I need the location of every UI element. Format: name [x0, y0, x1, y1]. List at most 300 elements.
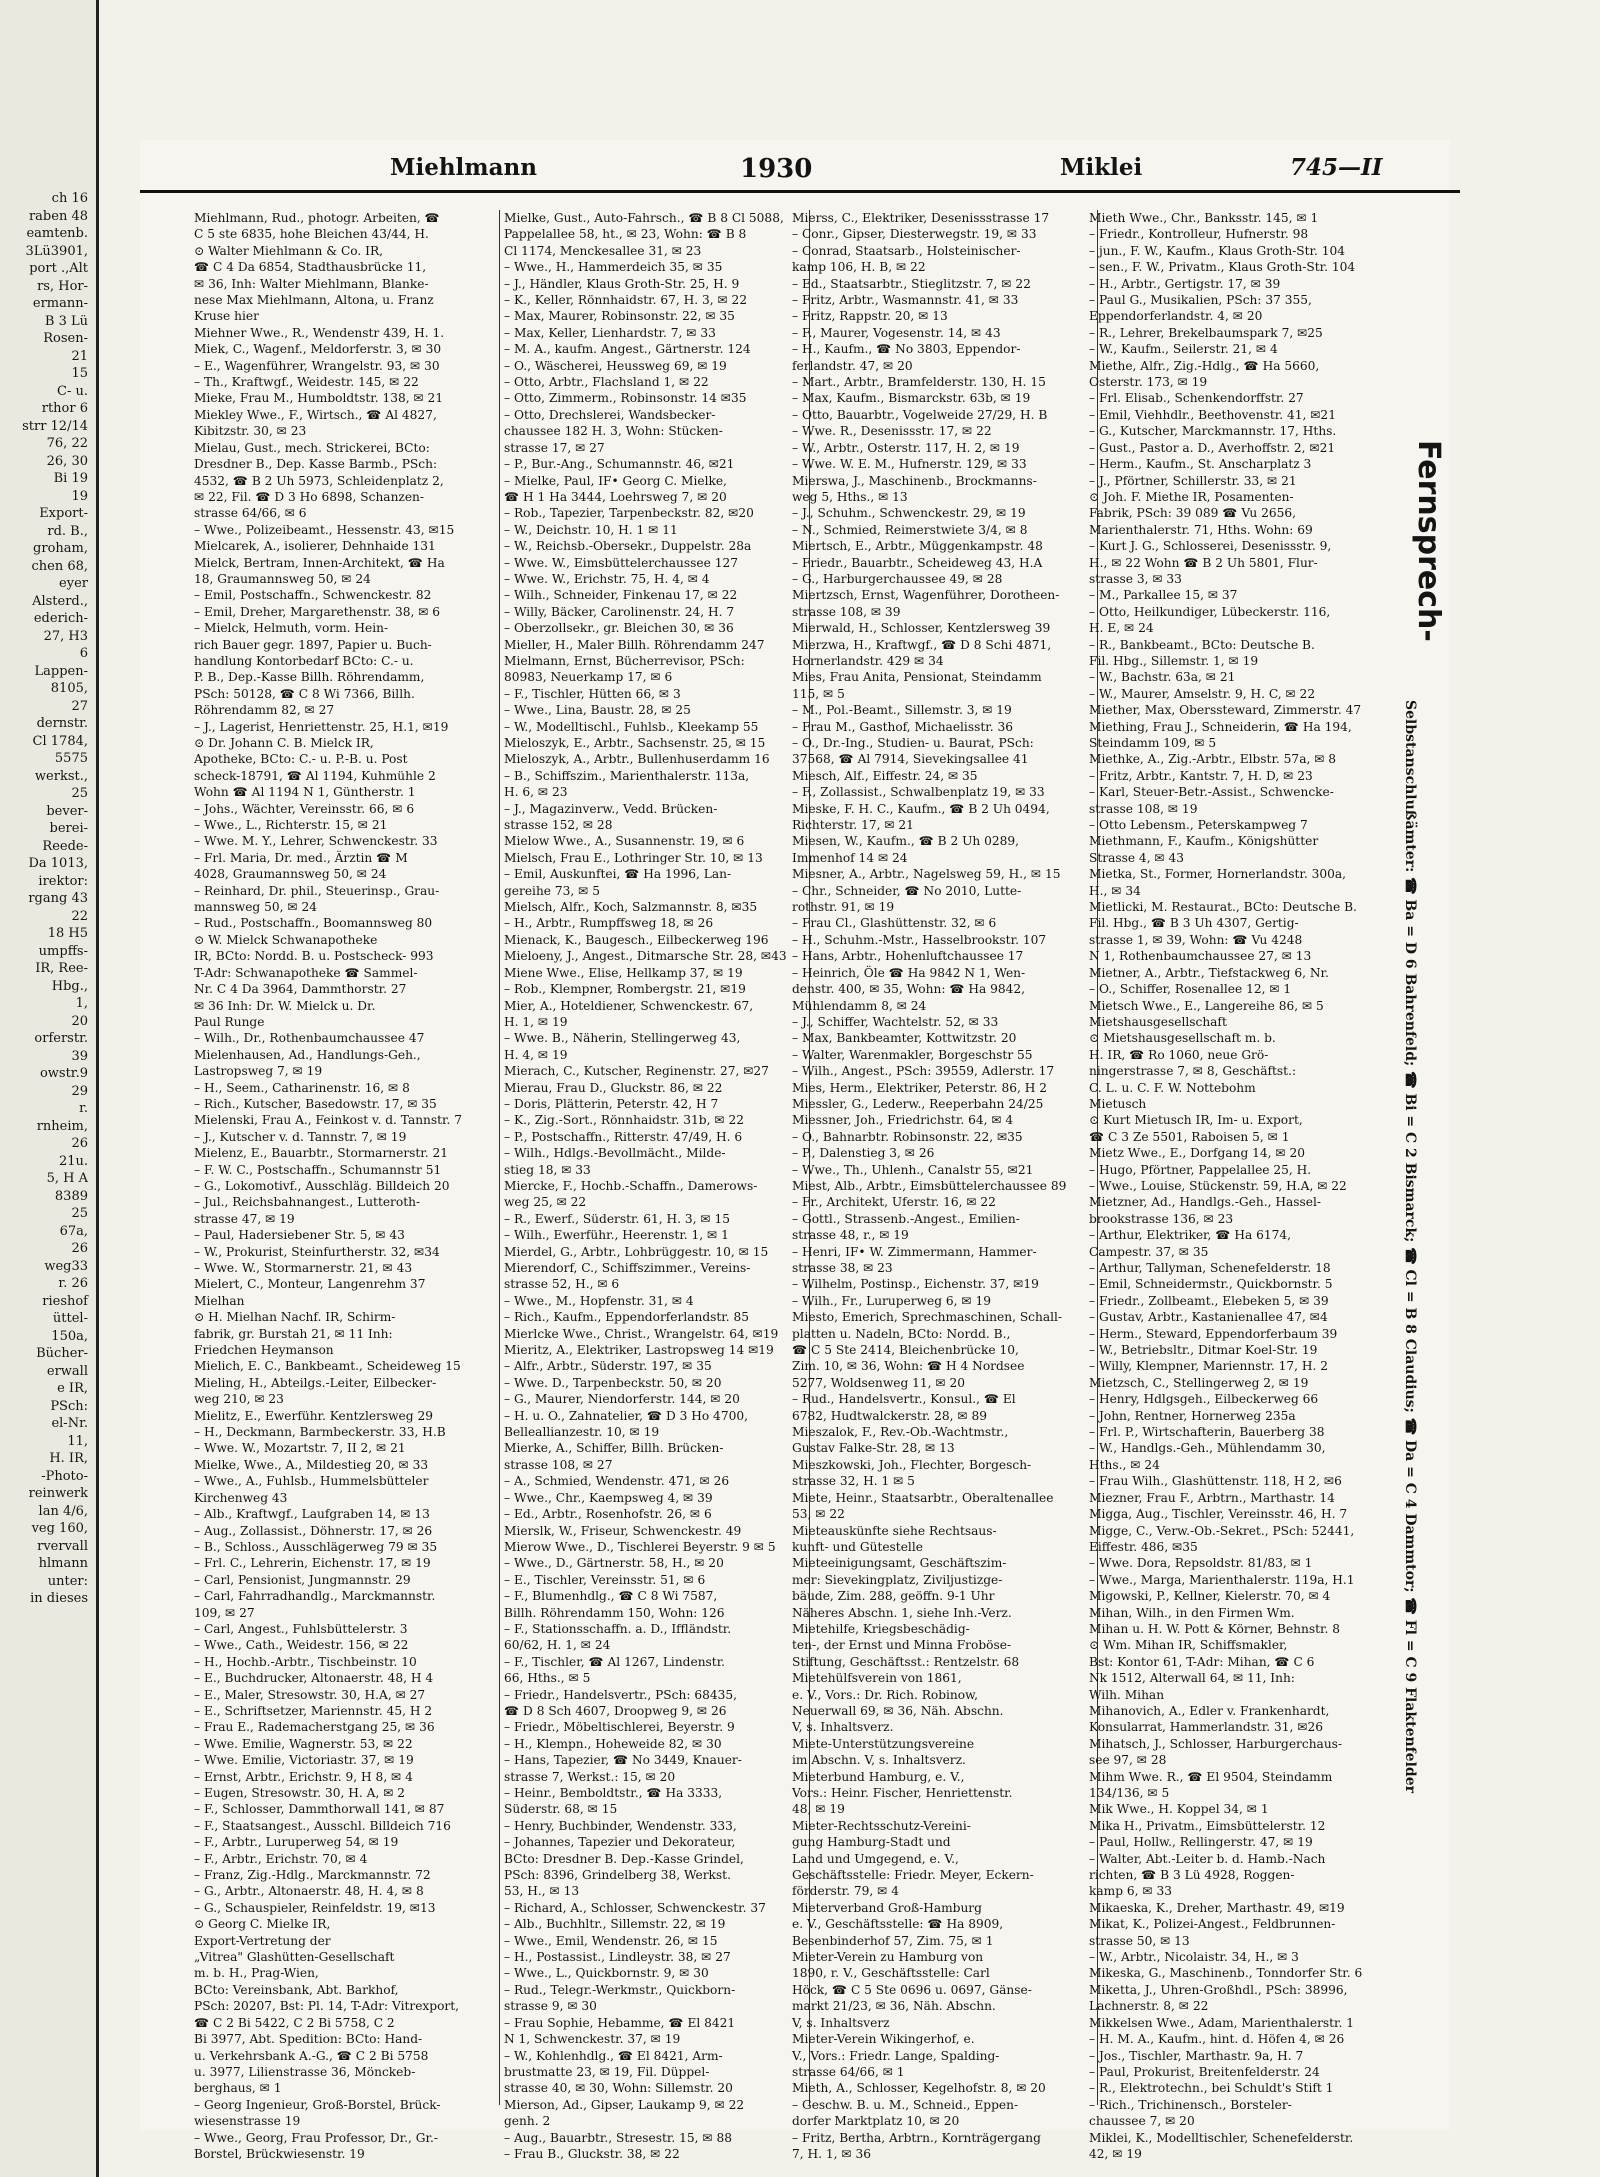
header-right-keyword: Miklei	[1060, 154, 1143, 181]
directory-entry-line: Miesner, A., Arbtr., Nagelsweg 59, H., ✉ 15	[792, 867, 1061, 882]
directory-entry-line: Mieterverband Groß-Hamburg	[792, 1900, 982, 1915]
directory-entry-line: Mietz Wwe., E., Dorfgang 14, ✉ 20	[1089, 1146, 1305, 1161]
directory-entry-line: – Rich., Trichinensch., Borsteler-	[1089, 2097, 1292, 2112]
directory-entry-line: 25	[71, 786, 88, 801]
directory-entry-line: – Wwe. B., Näherin, Stellingerweg 43,	[504, 1031, 741, 1046]
directory-entry-line: – Frl. Maria, Dr. med., Ärztin ☎ M	[194, 850, 408, 865]
directory-entry-line: im Abschn. V, s. Inhaltsverz.	[792, 1753, 966, 1768]
directory-entry-line: „Vitrea" Glashütten-Gesellschaft	[194, 1950, 395, 1965]
directory-entry-line: Borstel, Brückwiesenstr. 19	[194, 2146, 365, 2161]
directory-entry-line: 5277, Woldsenweg 11, ✉ 20	[792, 1375, 965, 1390]
directory-entry-line: – Otto, Arbtr., Flachsland 1, ✉ 22	[504, 375, 709, 390]
directory-entry-line: 48, ✉ 19	[792, 1802, 845, 1817]
directory-entry-line: dernstr.	[36, 716, 88, 731]
directory-entry-line: 8105,	[50, 681, 88, 696]
directory-entry-line: Mierach, C., Kutscher, Reginenstr. 27, ✉27	[504, 1064, 769, 1079]
directory-entry-line: – Walter, Warenmakler, Borgeschstr 55	[792, 1047, 1033, 1062]
directory-entry-line: 15	[71, 366, 88, 381]
page-number: 745—II	[1290, 154, 1383, 181]
directory-entry-line: nese Max Miehlmann, Altona, u. Franz	[194, 293, 434, 308]
directory-entry-line: T-Adr: Schwanapotheke ☎ Sammel-	[194, 965, 418, 980]
directory-entry-line: Migga, Aug., Tischler, Vereinsstr. 46, H. 7	[1089, 1507, 1348, 1522]
directory-entry-line: Miethke, A., Zig.-Arbtr., Elbstr. 57a, ✉ 8	[1089, 752, 1337, 767]
directory-entry-line: e. V., Vors.: Dr. Rich. Robinow,	[792, 1687, 978, 1702]
directory-entry-line: – Wwe., A., Fuhlsb., Hummelsbütteler	[194, 1474, 429, 1489]
directory-entry-line: 5, H A	[46, 1171, 88, 1186]
directory-entry-line: – Frau Wilh., Glashüttenstr. 118, H 2, ✉6	[1089, 1474, 1342, 1489]
directory-entry-line: – Wwe. W., Mozartstr. 7, II 2, ✉ 21	[194, 1441, 406, 1456]
directory-entry-line: ⊙ Walter Miehlmann & Co. IR,	[194, 243, 384, 258]
directory-entry-line: Mik Wwe., H. Koppel 34, ✉ 1	[1089, 1802, 1269, 1817]
directory-entry-line: – Heinr., Bemboldtstr., ☎ Ha 3333,	[504, 1786, 723, 1800]
directory-entry-line: – Georg Ingenieur, Groß-Borstel, Brück-	[194, 2097, 441, 2112]
directory-entry-line: – Heinrich, Öle ☎ Ha 9842 N 1, Wen-	[792, 965, 1026, 980]
directory-entry-line: – Paul G., Musikalien, PSch: 37 355,	[1089, 293, 1312, 308]
directory-entry-line: – Wwe., Marga, Marienthalerstr. 119a, H.1	[1089, 1572, 1355, 1587]
directory-entry-line: Eppendorferlandstr. 4, ✉ 20	[1089, 309, 1263, 324]
directory-entry-line: – Eugen, Stresowstr. 30, H. A, ✉ 2	[194, 1786, 406, 1800]
directory-entry-line: Miek, C., Wagenf., Meldorferstr. 3, ✉ 30	[194, 342, 442, 357]
directory-entry-line: 26	[71, 1136, 88, 1151]
directory-entry-line: – H., Schuhm.-Mstr., Hasselbrookstr. 107	[792, 932, 1047, 947]
directory-entry-line: – Frl. C., Lehrerin, Eichenstr. 17, ✉ 19	[194, 1556, 431, 1571]
directory-entry-line: mer: Sievekingplatz, Ziviljustizge-	[792, 1572, 1003, 1587]
directory-entry-line: Kibitzstr. 30, ✉ 23	[194, 424, 307, 439]
directory-entry-line: IR, BCto: Nordd. B. u. Postscheck- 993	[194, 949, 434, 964]
directory-entry-line: 4532, ☎ B 2 Uh 5973, Schleidenplatz 2,	[194, 473, 444, 488]
directory-entry-line: Mierss, C., Elektriker, Desenissstrasse 17	[792, 211, 1050, 225]
directory-entry-line: – M., Parkallee 15, ✉ 37	[1089, 588, 1238, 603]
directory-entry-line: strasse 47, ✉ 19	[194, 1211, 295, 1226]
directory-entry-line: ermann-	[32, 296, 88, 311]
directory-entry-line: Mieteeinigungsamt, Geschäftszim-	[792, 1556, 1007, 1571]
directory-entry-line: BCto: Vereinsbank, Abt. Barkhof,	[194, 1982, 399, 1997]
directory-entry-line: förderstr. 79, ✉ 4	[792, 1884, 899, 1899]
directory-entry-line: Mietner, A., Arbtr., Tiefstackweg 6, Nr.	[1089, 965, 1329, 980]
directory-entry-line: – sen., F. W., Privatm., Klaus Groth-Str. 104	[1089, 260, 1356, 275]
directory-entry-line: Mielsch, Frau E., Lothringer Str. 10, ✉ 13	[504, 850, 763, 865]
directory-entry-line: weg 25, ✉ 22	[504, 1195, 587, 1210]
directory-entry-line: – Ed., Staatsarbtr., Stieglitzstr. 7, ✉ 22	[792, 276, 1031, 291]
directory-entry-line: – W., Kohlenhdlg., ☎ El 8421, Arm-	[504, 2048, 723, 2063]
directory-entry-line: – Emil, Dreher, Margarethenstr. 38, ✉ 6	[194, 604, 441, 619]
directory-entry-line: Paul Runge	[194, 1014, 265, 1029]
directory-entry-line: Mühlendamm 8, ✉ 24	[792, 998, 927, 1013]
directory-entry-line: Miene Wwe., Elise, Hellkamp 37, ✉ 19	[504, 965, 743, 980]
directory-entry-line: Geschäftsstelle: Friedr. Meyer, Eckern-	[792, 1868, 1034, 1883]
directory-entry-line: Hths., ✉ 24	[1089, 1457, 1160, 1472]
directory-entry-line: ☎ C 4 Da 6854, Stadthausbrücke 11,	[194, 260, 427, 275]
directory-entry-line: 60/62, H. 1, ✉ 24	[504, 1638, 611, 1653]
directory-entry-line: – Willy, Bäcker, Carolinenstr. 24, H. 7	[504, 604, 735, 619]
directory-entry-line: P. B., Dep.-Kasse Billh. Röhrendamm,	[194, 670, 425, 685]
directory-entry-line: orferstr.	[34, 1031, 88, 1046]
directory-entry-line: ✉ 36, Inh: Walter Miehlmann, Blanke-	[194, 276, 429, 291]
directory-entry-line: – Fritz, Arbtr., Wasmannstr. 41, ✉ 33	[792, 293, 1019, 308]
directory-entry-line: -Photo-	[41, 1468, 88, 1484]
directory-entry-line: veg 160,	[31, 1521, 88, 1536]
directory-entry-line: 27, H3	[43, 628, 88, 644]
directory-entry-line: Export-	[39, 506, 88, 521]
directory-entry-line: – H., Kaufm., ☎ No 3803, Eppendor-	[792, 342, 1021, 357]
column-4	[1089, 210, 1399, 2161]
directory-entry-line: – M. A., kaufm. Angest., Gärtnerstr. 124	[504, 342, 751, 357]
directory-entry-line: H. 6, ✉ 23	[504, 785, 568, 800]
directory-entry-line: markt 21/23, ✉ 36, Näh. Abschn.	[792, 1999, 996, 2014]
directory-entry-line: Miketta, J., Uhren-Großhdl., PSch: 38996,	[1089, 1982, 1348, 1997]
directory-entry-line: – B., Schiffszim., Marienthalerstr. 113a,	[504, 768, 750, 783]
directory-entry-line: Lachnerstr. 8, ✉ 22	[1089, 1999, 1209, 2014]
directory-entry-line: Mikeska, G., Maschinenb., Tonndorfer Str. 6	[1089, 1966, 1363, 1981]
directory-entry-line: – Wwe. W., Stormarnerstr. 21, ✉ 43	[194, 1261, 413, 1275]
directory-entry-line: eyer	[59, 576, 88, 591]
directory-entry-line: – O., Bahnarbtr. Robinsonstr. 22, ✉35	[792, 1129, 1023, 1144]
directory-entry-line: Mieteauskünfte siehe Rechtsaus-	[792, 1523, 997, 1538]
directory-entry-line: Miest, Alb., Arbtr., Eimsbüttelerchaussee 89	[792, 1178, 1067, 1193]
directory-entry-line: Migowski, P., Kellner, Kielerstr. 70, ✉ 4	[1089, 1589, 1331, 1604]
directory-entry-line: – Max, Maurer, Robinsonstr. 22, ✉ 35	[504, 309, 735, 324]
directory-entry-line: – W., Maurer, Amselstr. 9, H. C, ✉ 22	[1089, 686, 1316, 701]
directory-entry-line: – Ernst, Arbtr., Erichstr. 9, H 8, ✉ 4	[194, 1769, 413, 1784]
directory-entry-line: Mieloszyk, E., Arbtr., Sachsenstr. 25, ✉ 15	[504, 736, 766, 750]
directory-entry-line: Cl 1174, Menckesallee 31, ✉ 23	[504, 243, 702, 258]
directory-entry-line: Mierke, A., Schiffer, Billh. Brücken-	[504, 1441, 724, 1456]
directory-entry-line: eamtenb.	[26, 226, 88, 241]
directory-entry-line: – Carl, Angest., Fuhlsbüttelerstr. 3	[194, 1621, 408, 1636]
directory-entry-line: Mieszalok, F., Rev.-Ob.-Wachtmstr.,	[792, 1425, 1009, 1440]
directory-entry-line: Miklei, K., Modelltischler, Schenefelderstr.	[1089, 2130, 1354, 2145]
directory-entry-line: Mieritz, A., Elektriker, Lastropsweg 14 ✉19	[504, 1343, 774, 1358]
directory-entry-line: – Emil, Viehhdlr., Beethovenstr. 41, ✉21	[1089, 407, 1336, 422]
directory-entry-line: 76, 22	[46, 436, 88, 451]
directory-entry-line: Röhrendamm 82, ✉ 27	[194, 703, 335, 718]
side-margin-strip	[1398, 370, 1450, 1793]
directory-entry-line: werkst.,	[34, 768, 88, 784]
directory-entry-line: Miertsch, E., Arbtr., Müggenkampstr. 48	[792, 539, 1043, 554]
directory-entry-line: – Mielck, Helmuth, vorm. Hein-	[194, 621, 389, 636]
directory-entry-line: 19	[71, 488, 88, 504]
directory-entry-line: – Doris, Plätterin, Peterstr. 42, H 7	[504, 1096, 719, 1111]
directory-entry-line: Mieter-Verein zu Hamburg von	[792, 1950, 984, 1965]
directory-entry-line: – Franz, Zig.-Hdlg., Marckmannstr. 72	[194, 1868, 431, 1883]
directory-entry-line: Mieterbund Hamburg, e. V.,	[792, 1769, 965, 1784]
directory-entry-line: – Kurt J. G., Schlosserei, Desenissstr. 9,	[1089, 539, 1332, 554]
directory-entry-line: Nr. C 4 Da 3964, Dammthorstr. 27	[194, 982, 407, 997]
directory-entry-line: Mielsch, Alfr., Koch, Salzmannstr. 8, ✉35	[504, 900, 758, 915]
directory-entry-line: Mihm Wwe. R., ☎ El 9504, Steindamm	[1089, 1769, 1333, 1784]
directory-entry-line: strasse 17, ✉ 27	[504, 440, 605, 455]
directory-entry-line: – G., Harburgerchaussee 49, ✉ 28	[792, 571, 1003, 586]
directory-entry-line: strasse 152, ✉ 28	[504, 818, 613, 833]
directory-entry-line: 4028, Graumannsweg 50, ✉ 24	[194, 867, 387, 882]
directory-entry-line: rthor 6	[41, 401, 88, 416]
directory-entry-line: m. b. H., Prag-Wien,	[194, 1966, 319, 1981]
directory-entry-line: Mielmann, Ernst, Bücherrevisor, PSch:	[504, 653, 745, 668]
left-page-text	[0, 190, 96, 1608]
directory-entry-line: Mielitz, E., Ewerführ. Kentzlersweg 29	[194, 1408, 433, 1423]
directory-entry-line: – H., Postassist., Lindleystr. 38, ✉ 27	[504, 1950, 731, 1965]
directory-entry-line: – Rob., Klempner, Rombergstr. 21, ✉19	[504, 982, 746, 997]
directory-entry-line: strasse 64/66, ✉ 1	[792, 2064, 905, 2079]
directory-entry-line: – Mart., Arbtr., Bramfelderstr. 130, H. 15	[792, 375, 1046, 390]
directory-entry-line: Bst: Kontor 61, T-Adr: Mihan, ☎ C 6	[1089, 1654, 1315, 1669]
directory-entry-line: Rosen-	[43, 331, 88, 346]
directory-entry-line: – Wwe. W. E. M., Hufnerstr. 129, ✉ 33	[792, 457, 1027, 472]
directory-entry-line: – Wwe., Cath., Weidestr. 156, ✉ 22	[194, 1638, 409, 1653]
directory-entry-line: – W., Handlgs.-Geh., Mühlendamm 30,	[1089, 1441, 1326, 1456]
directory-entry-line: gung Hamburg-Stadt und	[792, 1835, 951, 1850]
directory-entry-line: PSch: 50128, ☎ C 8 Wi 7366, Billh.	[194, 686, 415, 701]
directory-entry-line: Miehner Wwe., R., Wendenstr 439, H. 1.	[194, 325, 445, 340]
directory-entry-line: – Conrad, Staatsarb., Holsteinischer-	[792, 243, 1021, 258]
directory-entry-line: – F., Schlosser, Dammthorwall 141, ✉ 87	[194, 1802, 445, 1817]
directory-entry-line: Miehlmann, Rud., photogr. Arbeiten, ☎	[194, 211, 440, 225]
directory-entry-line: Friedchen Heymanson	[194, 1343, 334, 1358]
directory-entry-line: Mierslk, W., Friseur, Schwenckestr. 49	[504, 1523, 742, 1538]
directory-entry-line: – Rud., Telegr.-Werkmstr., Quickborn-	[504, 1982, 736, 1997]
directory-entry-line: 21u.	[58, 1153, 88, 1169]
directory-entry-line: – Frl. Elisab., Schenkendorffstr. 27	[1089, 391, 1304, 406]
directory-entry-line: 67a,	[59, 1223, 88, 1239]
directory-entry-line: strasse 7, Werkst.: 15, ✉ 20	[504, 1769, 676, 1784]
directory-entry-line: – Wilh., Hdlgs.-Bevollmächt., Milde-	[504, 1146, 726, 1161]
directory-entry-line: – Rud., Handelsvertr., Konsul., ☎ El	[792, 1392, 1016, 1407]
directory-entry-line: Wohn ☎ Al 1194 N 1, Güntherstr. 1	[194, 785, 416, 800]
directory-entry-line: – O., Dr.-Ing., Studien- u. Baurat, PSch:	[792, 736, 1034, 750]
directory-entry-line: – W., Reichsb.-Obersekr., Duppelstr. 28a	[504, 539, 752, 554]
directory-entry-line: – J., Lagerist, Henriettenstr. 25, H.1, ✉19	[194, 719, 449, 734]
directory-entry-line: Reede-	[42, 838, 88, 854]
directory-entry-line: gereihe 73, ✉ 5	[504, 883, 600, 898]
directory-entry-line: – Willy, Klempner, Mariennstr. 17, H. 2	[1089, 1359, 1329, 1374]
directory-entry-line: Mieth, A., Schlosser, Kegelhofstr. 8, ✉ 20	[792, 2081, 1046, 2096]
directory-entry-line: – Wwe. W., Erichstr. 75, H. 4, ✉ 4	[504, 571, 710, 586]
directory-entry-line: PSch:	[50, 1398, 88, 1414]
directory-entry-line: – F., Arbtr., Luruperweg 54, ✉ 19	[194, 1835, 399, 1850]
column-2	[504, 210, 810, 2161]
directory-entry-line: 26	[71, 1241, 88, 1256]
directory-entry-line: chen 68,	[31, 558, 88, 574]
directory-entry-line: Gustav Falke-Str. 28, ✉ 13	[792, 1441, 955, 1456]
directory-entry-line: weg 5, Hths., ✉ 13	[792, 489, 908, 504]
directory-entry-line: ✉ 36 Inh: Dr. W. Mielck u. Dr.	[194, 998, 376, 1013]
directory-entry-line: Apotheke, BCto: C.- u. P.-B. u. Post	[194, 752, 408, 767]
directory-entry-line: – F., Arbtr., Erichstr. 70, ✉ 4	[194, 1851, 368, 1866]
directory-entry-line: – Paul, Hollw., Rellingerstr. 47, ✉ 19	[1089, 1835, 1313, 1850]
directory-entry-line: – Wwe., Lina, Baustr. 28, ✉ 25	[504, 703, 691, 718]
directory-entry-line: strasse 64/66, ✉ 6	[194, 506, 307, 521]
directory-entry-line: B 3 Lü	[44, 313, 88, 329]
directory-entry-line: – Max, Bankbeamter, Kottwitzstr. 20	[792, 1031, 1017, 1046]
directory-entry-line: Mieter-Verein Wikingerhof, e.	[792, 2032, 975, 2047]
side-exchange-legend: Selbstanschlußämter: ☎ Ba = D 6 Bahrenfeld; ☎ Bi = C 2 Bismarck; ☎ Cl = B 8 Claudius; ☎ Da = C 4 Dammtor; ☎ Fl = C 9 Flaktenfelder	[1402, 700, 1418, 1793]
directory-entry-line: – Gust., Pastor a. D., Averhoffstr. 2, ✉21	[1089, 440, 1336, 455]
directory-entry-line: – Wilh., Angest., PSch: 39559, Adlerstr. 17	[792, 1064, 1055, 1079]
directory-columns	[140, 210, 1450, 2161]
directory-entry-line: Mielke, Wwe., A., Mildestieg 20, ✉ 33	[194, 1457, 429, 1472]
directory-entry-line: ferlandstr. 47, ✉ 20	[792, 358, 913, 373]
directory-entry-line: chaussee 182 H. 3, Wohn: Stücken-	[504, 424, 723, 439]
directory-entry-line: Mieske, F. H. C., Kaufm., ☎ B 2 Uh 0494,	[792, 801, 1050, 816]
directory-entry-line: Mietehülfsverein von 1861,	[792, 1671, 962, 1686]
directory-entry-line: Export-Vertretung der	[194, 1933, 331, 1948]
directory-entry-line: Bi 19	[53, 471, 88, 486]
directory-entry-line: Besenbinderhof 57, Zim. 75, ✉ 1	[792, 1933, 994, 1948]
directory-entry-line: Näheres Abschn. 1, siehe Inh.-Verz.	[792, 1605, 1012, 1620]
directory-entry-line: – Wwe., M., Hopfenstr. 31, ✉ 4	[504, 1293, 694, 1308]
directory-entry-line: ⊙ Dr. Johann C. B. Mielck IR,	[194, 736, 374, 750]
directory-entry-line: – E., Wagenführer, Wrangelstr. 93, ✉ 30	[194, 358, 440, 373]
directory-entry-line: strasse 38, ✉ 23	[792, 1261, 893, 1275]
directory-entry-line: Nk 1512, Alterwall 64, ✉ 11, Inh:	[1089, 1671, 1295, 1686]
directory-entry-line: – Herm., Steward, Eppendorferbaum 39	[1089, 1326, 1338, 1341]
directory-entry-line: lan 4/6,	[38, 1503, 88, 1519]
directory-entry-line: – Wwe., Polizeibeamt., Hessenstr. 43, ✉15	[194, 522, 455, 537]
directory-entry-line: – E., Tischler, Vereinsstr. 51, ✉ 6	[504, 1572, 706, 1587]
directory-entry-line: – J., Schiffer, Wachtelstr. 52, ✉ 33	[792, 1014, 999, 1029]
directory-entry-line: – W., Deichstr. 10, H. 1 ✉ 11	[504, 522, 678, 537]
directory-entry-line: – B., Schloss., Ausschlägerweg 79 ✉ 35	[194, 1539, 438, 1554]
directory-entry-line: rich Bauer gegr. 1897, Papier u. Buch-	[194, 637, 432, 652]
directory-entry-line: – Wilh., Fr., Luruperweg 6, ✉ 19	[792, 1293, 991, 1308]
directory-entry-line: Mieke, Frau M., Humboldtstr. 138, ✉ 21	[194, 391, 444, 406]
directory-entry-line: – W., Kaufm., Seilerstr. 21, ✉ 4	[1089, 342, 1278, 357]
directory-entry-line: V, s. Inhaltsverz.	[792, 1720, 894, 1735]
directory-entry-line: strasse 40, ✉ 30, Wohn: Sillemstr. 20	[504, 2081, 733, 2096]
directory-entry-line: ch 16	[51, 191, 88, 206]
directory-entry-line: Mielert, C., Monteur, Langenrehm 37	[194, 1277, 426, 1292]
directory-entry-line: bever-	[46, 803, 88, 819]
directory-entry-line: Neuerwall 69, ✉ 36, Näh. Abschn.	[792, 1703, 1004, 1718]
directory-entry-line: Mielow Wwe., A., Susannenstr. 19, ✉ 6	[504, 834, 745, 849]
directory-entry-line: Mielhan	[194, 1293, 245, 1308]
directory-entry-line: – Rud., Postschaffn., Boomannsweg 80	[194, 916, 433, 931]
directory-entry-line: strasse 52, H., ✉ 6	[504, 1277, 620, 1292]
directory-entry-line: u. 3977, Lilienstrasse 36, Mönckeb-	[194, 2064, 416, 2079]
directory-entry-line: – Aug., Zollassist., Döhnerstr. 17, ✉ 26	[194, 1523, 433, 1538]
directory-entry-line: Land und Umgegend, e. V.,	[792, 1851, 959, 1866]
directory-entry-line: Mihatsch, J., Schlosser, Harburgerchaus-	[1089, 1736, 1343, 1751]
directory-entry-line: H. 4, ✉ 19	[504, 1047, 568, 1062]
directory-entry-line: – Geschw. B. u. M., Schneid., Eppen-	[792, 2097, 1019, 2112]
directory-entry-line: Stiftung, Geschäftsst.: Rentzelstr. 68	[792, 1654, 1020, 1669]
directory-entry-line: – Ed., Arbtr., Rosenhofstr. 26, ✉ 6	[504, 1507, 712, 1522]
directory-entry-line: Miethe, Alfr., Zig.-Hdlg., ☎ Ha 5660,	[1089, 358, 1320, 373]
directory-entry-line: – P., Bur.-Ang., Schumannstr. 46, ✉21	[504, 457, 735, 472]
directory-entry-line: Cl 1784,	[32, 733, 88, 749]
directory-entry-line: 53, H., ✉ 13	[504, 1884, 580, 1899]
directory-entry-line: H. 1, ✉ 19	[504, 1014, 568, 1029]
directory-entry-line: Süderstr. 68, ✉ 15	[504, 1802, 618, 1817]
directory-entry-line: unter:	[47, 1573, 88, 1589]
directory-entry-line: – J., Pförtner, Schillerstr. 33, ✉ 21	[1089, 473, 1297, 488]
directory-entry-line: – Paul, Prokurist, Breitenfelderstr. 24	[1089, 2064, 1320, 2079]
directory-entry-line: 115, ✉ 5	[792, 686, 845, 701]
directory-entry-line: Mierlcke Wwe., Christ., Wrangelstr. 64, ✉19	[504, 1326, 779, 1341]
directory-entry-line: – Walter, Abt.-Leiter b. d. Hamb.-Nach	[1089, 1851, 1326, 1866]
directory-entry-line: – K., Zig.-Sort., Rönnhaidstr. 31b, ✉ 22	[504, 1113, 744, 1128]
directory-entry-line: – Karl, Steuer-Betr.-Assist., Schwencke-	[1089, 785, 1334, 800]
directory-entry-line: ⊙ Mietshausgesellschaft m. b.	[1089, 1031, 1276, 1046]
directory-entry-line: Mierswa, J., Maschinenb., Brockmanns-	[792, 473, 1037, 488]
directory-entry-line: port .,Alt	[29, 261, 88, 276]
directory-entry-line: – W., Arbtr., Nicolaistr. 34, H., ✉ 3	[1089, 1950, 1299, 1965]
directory-entry-line: – J., Kutscher v. d. Tannstr. 7, ✉ 19	[194, 1129, 407, 1144]
directory-entry-line: – Emil, Schneidermstr., Quickbornstr. 5	[1089, 1277, 1333, 1292]
directory-entry-line: Mierson, Ad., Gipser, Laukamp 9, ✉ 22	[504, 2097, 745, 2112]
directory-entry-line: Mielenhausen, Ad., Handlungs-Geh.,	[194, 1047, 421, 1062]
directory-entry-line: – Wilh., Dr., Rothenbaumchaussee 47	[194, 1031, 425, 1046]
directory-entry-line: Miethmann, F., Kaufm., Königshütter	[1089, 834, 1319, 849]
directory-entry-line: – P., Dalenstieg 3, ✉ 26	[792, 1146, 935, 1161]
directory-entry-line: – F., Tischler, ☎ Al 1267, Lindenstr.	[504, 1654, 726, 1669]
directory-entry-line: Mies, Frau Anita, Pensionat, Steindamm	[792, 670, 1042, 685]
directory-entry-line: Fil. Hbg., Sillemstr. 1, ✉ 19	[1089, 653, 1259, 668]
directory-entry-line: – F., Blumenhdlg., ☎ C 8 Wi 7587,	[504, 1589, 718, 1604]
directory-entry-line: see 97, ✉ 28	[1089, 1753, 1167, 1768]
directory-entry-line: – Paul, Hadersiebener Str. 5, ✉ 43	[194, 1228, 405, 1243]
directory-entry-line: – M., Pol.-Beamt., Sillemstr. 3, ✉ 19	[792, 703, 1012, 718]
directory-entry-line: – Frau B., Gluckstr. 38, ✉ 22	[504, 2146, 680, 2161]
directory-entry-line: Eiffestr. 486, ✉35	[1089, 1539, 1198, 1554]
directory-entry-line: rnheim,	[36, 1118, 88, 1134]
directory-entry-line: Mielck, Bertram, Innen-Architekt, ☎ Ha	[194, 555, 445, 570]
directory-entry-line: – Frl. P., Wirtschafterin, Bauerberg 38	[1089, 1425, 1325, 1440]
directory-entry-line: in dieses	[30, 1591, 88, 1606]
directory-entry-line: Migge, C., Verw.-Ob.-Sekret., PSch: 52441,	[1089, 1523, 1355, 1538]
directory-entry-line: – Alfr., Arbtr., Süderstr. 197, ✉ 35	[504, 1359, 712, 1374]
directory-entry-line: – Friedr., Handelsvertr., PSch: 68435,	[504, 1687, 737, 1702]
directory-entry-line: – Hans, Arbtr., Hohenluftchaussee 17	[792, 949, 1024, 964]
directory-entry-line: – Otto Lebensm., Peterskampweg 7	[1089, 818, 1308, 833]
directory-entry-line: – E., Maler, Stresowstr. 30, H.A, ✉ 27	[194, 1687, 426, 1702]
directory-entry-line: – Wwe. Dora, Repsoldstr. 81/83, ✉ 1	[1089, 1556, 1313, 1571]
directory-entry-line: – Arthur, Tallyman, Schenefelderstr. 18	[1089, 1261, 1331, 1275]
directory-entry-line: N 1, Rothenbaumchaussee 27, ✉ 13	[1089, 949, 1312, 964]
directory-entry-line: strasse 108, ✉ 19	[1089, 801, 1198, 816]
directory-entry-line: – R., Lehrer, Brekelbaumspark 7, ✉25	[1089, 325, 1323, 340]
directory-entry-line: erwall	[46, 1363, 88, 1379]
directory-entry-line: – G., Arbtr., Altonaerstr. 48, H. 4, ✉ 8	[194, 1884, 424, 1899]
directory-entry-line: N 1, Schwenckestr. 37, ✉ 19	[504, 2032, 681, 2047]
directory-entry-line: denstr. 400, ✉ 35, Wohn: ☎ Ha 9842,	[792, 982, 1026, 997]
directory-entry-line: Mika H., Privatm., Eimsbüttelerstr. 12	[1089, 1818, 1326, 1833]
directory-entry-line: – Jul., Reichsbahnangest., Lutteroth-	[194, 1195, 421, 1210]
directory-entry-line: – Oberzollsekr., gr. Bleichen 30, ✉ 36	[504, 621, 734, 636]
directory-entry-line: – Otto, Bauarbtr., Vogelweide 27/29, H. B	[792, 407, 1048, 422]
directory-entry-line: – Wwe., Emil, Wendenstr. 26, ✉ 15	[504, 1933, 718, 1948]
header-year: 1930	[740, 154, 813, 184]
directory-entry-line: r.	[79, 1101, 88, 1116]
directory-entry-line: 53, ✉ 22	[792, 1507, 845, 1522]
directory-entry-line: – Henri, IF• W. Zimmermann, Hammer-	[792, 1244, 1037, 1259]
directory-entry-line: raben 48	[28, 208, 88, 224]
directory-entry-line: 8389	[54, 1188, 88, 1204]
directory-entry-line: – Wwe. D., Tarpenbeckstr. 50, ✉ 20	[504, 1375, 722, 1390]
directory-entry-line: Miesen, W., Kaufm., ☎ B 2 Uh 0289,	[792, 834, 1019, 849]
directory-entry-line: – Wwe., Georg, Frau Professor, Dr., Gr.-	[194, 2130, 438, 2145]
directory-entry-line: bäude, Zim. 288, geöffn. 9-1 Uhr	[792, 1589, 995, 1604]
directory-entry-line: – H. M. A., Kaufm., hint. d. Höfen 4, ✉ 26	[1089, 2032, 1345, 2047]
directory-entry-line: strasse 3, ✉ 33	[1089, 571, 1182, 586]
directory-entry-line: PSch: 8396, Grindelberg 38, Werkst.	[504, 1868, 731, 1883]
directory-entry-line: 7, H. 1, ✉ 36	[792, 2146, 871, 2161]
directory-entry-line: – J., Händler, Klaus Groth-Str. 25, H. 9	[504, 276, 740, 291]
directory-entry-line: C. L. u. C. F. W. Nottebohm	[1089, 1080, 1256, 1095]
directory-entry-line: rothstr. 91, ✉ 19	[792, 900, 895, 915]
directory-entry-line: Dresdner B., Dep. Kasse Barmb., PSch:	[194, 457, 438, 472]
directory-entry-line: H., ✉ 34	[1089, 883, 1141, 898]
